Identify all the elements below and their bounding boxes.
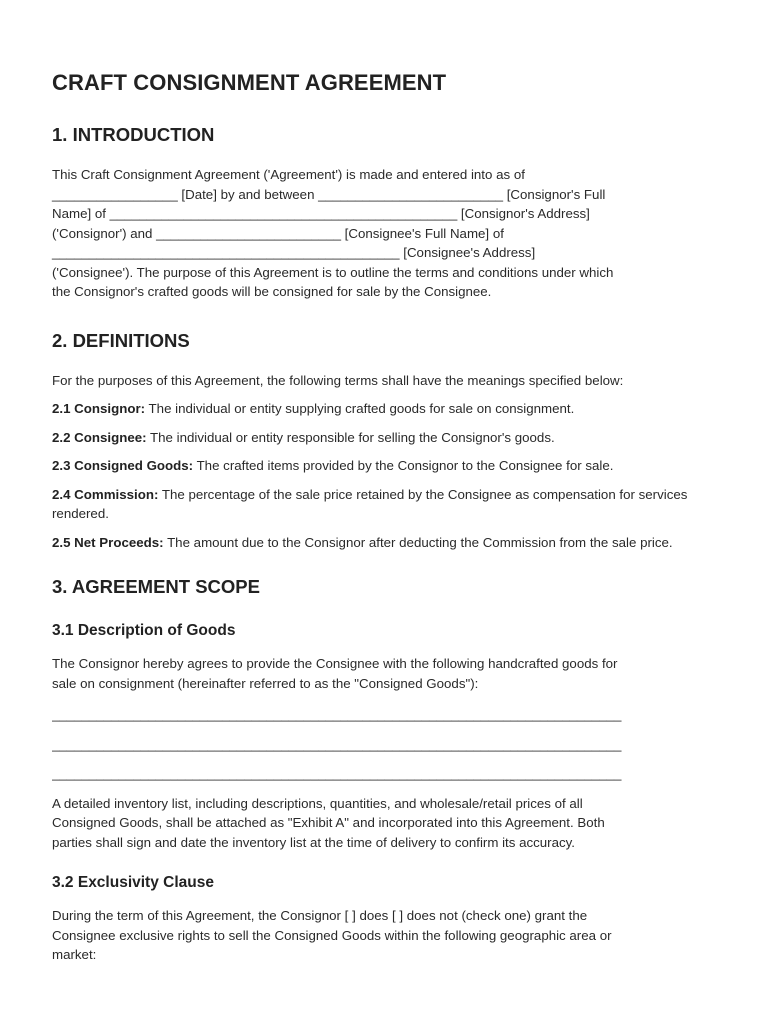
definition-term: 2.5 Net Proceeds: (52, 534, 164, 550)
description-of-goods-text: The Consignor hereby agrees to provide the Consignee with the following handcrafted goods for sale on consignment (hereinafter referred to as the "Consigned Goods"): (52, 656, 618, 691)
definition-term: 2.3 Consigned Goods: (52, 458, 194, 473)
goods-blank-line: _____________________________________________________________________________ (52, 766, 622, 781)
definition-item (52, 399, 720, 419)
introduction-heading: 1. INTRODUCTION (52, 124, 215, 145)
definition-item (52, 428, 720, 448)
introduction-text: This Craft Consignment Agreement ('Agreement') is made and entered into as of _________________ [Date] by and between _________________________ [Consignor's Full Name] of _______________________________________________ [Consignor's Address] ('Consignor') and _________________________ [Consignee's Full Name] of _______________________________________________ [Consignee's Address] ('Consignee'). The purpose of this Agreement is to outline the terms and conditions under which the Consignor's crafted goods will be consigned for sale by the Consignee. (52, 167, 614, 299)
goods-blank-line: _____________________________________________________________________________ (52, 707, 622, 722)
definition-term: 2.1 Consignor: (52, 401, 146, 416)
definition-term: 2.4 Commission: (52, 486, 159, 502)
definition-item (52, 485, 720, 524)
exclusivity-clause-heading: 3.2 Exclusivity Clause (52, 874, 214, 891)
section-introduction (52, 124, 720, 302)
definition-text: The crafted items provided by the Consignor to the Consignee for sale. (193, 458, 614, 473)
section-agreement-scope (52, 576, 720, 965)
subsection-description-of-goods (52, 622, 720, 852)
inventory-list-text: A detailed inventory list, including descriptions, quantities, and wholesale/retail prices of all Consigned Goods, shall be attached as "Exhibit A" and incorporated into this Agreement. Both parties shall sign and date the inventory list at the time of delivery to confirm its accuracy. (52, 795, 605, 850)
definition-item (52, 533, 720, 553)
definition-item (52, 456, 720, 476)
agreement-scope-heading: 3. AGREEMENT SCOPE (52, 576, 260, 597)
definition-text: The individual or entity supplying crafted goods for sale on consignment. (145, 401, 575, 416)
document-title: CRAFT CONSIGNMENT AGREEMENT (52, 70, 447, 95)
exclusivity-clause-text: During the term of this Agreement, the Consignor [ ] does [ ] does not (check one) grant the Consignee exclusive rights to sell the Consigned Goods within the following geographic area or market: (52, 908, 612, 962)
definition-text: The percentage of the sale price retained by the Consignee as compensation for services rendered. (52, 486, 688, 521)
definition-term: 2.2 Consignee: (52, 429, 147, 445)
description-of-goods-heading: 3.1 Description of Goods (52, 622, 236, 639)
definitions-heading: 2. DEFINITIONS (52, 329, 190, 351)
section-definitions (52, 330, 720, 553)
goods-blank-line: _____________________________________________________________________________ (52, 736, 622, 752)
subsection-exclusivity-clause (52, 874, 720, 965)
definitions-lead: For the purposes of this Agreement, the following terms shall have the meanings specified below: (52, 372, 624, 388)
definition-text: The amount due to the Consignor after deducting the Commission from the sale price. (163, 534, 673, 550)
definition-text: The individual or entity responsible for selling the Consignor's goods. (146, 429, 555, 445)
